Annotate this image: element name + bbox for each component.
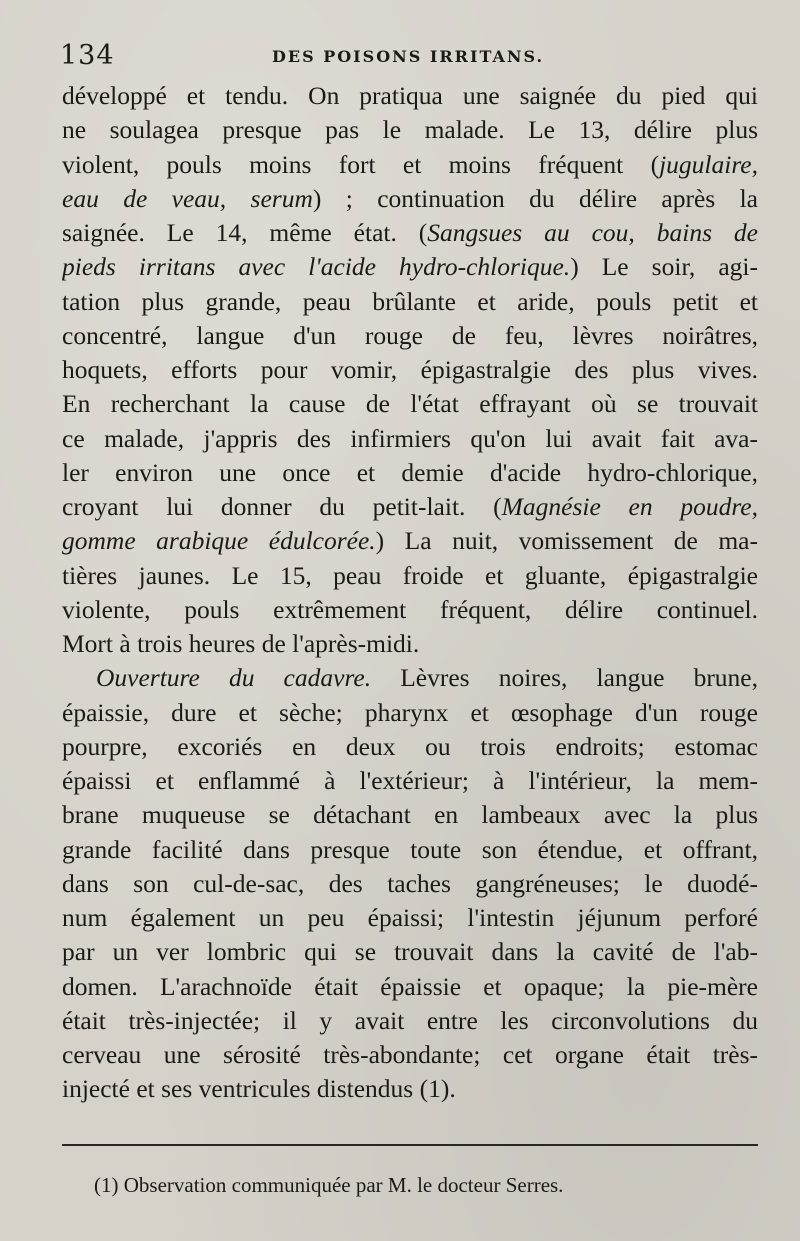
- italic-text-segment: Magnésie en poudre,: [501, 492, 758, 521]
- text-line: [62, 113, 758, 147]
- italic-text-segment: Sangsues au cou, bains de: [427, 218, 758, 247]
- text-line: [62, 627, 758, 661]
- text-line: [62, 559, 758, 593]
- text-segment: ler environ une once et demie d'acide hydro-chlorique,: [62, 457, 758, 487]
- text-segment: En recherchant la cause de l'état effrayant où se trouvait: [62, 389, 758, 419]
- text-line: [62, 148, 758, 182]
- text-segment: brane muqueuse se détachant en lambeaux avec la plus: [62, 800, 758, 830]
- footnote-rule: [62, 1144, 758, 1146]
- footnote: (1) Observation communiquée par M. le docteur Serres.: [94, 1173, 564, 1197]
- text-segment: tation plus grande, peau brûlante et aride, pouls petit et: [62, 286, 758, 316]
- text-line: [62, 730, 758, 764]
- text-segment: tières jaunes. Le 15, peau froide et gluante, épigastralgie: [62, 560, 758, 590]
- italic-text-segment: jugulaire,: [659, 149, 758, 179]
- page-header: [60, 38, 760, 74]
- text-segment: injecté et ses ventricules distendus (1).: [62, 1074, 456, 1104]
- italic-text-segment: eau de veau, serum: [62, 183, 313, 213]
- text-line: [62, 1004, 758, 1038]
- text-line: [62, 593, 758, 627]
- text-line: [62, 833, 758, 867]
- text-segment: ) ; continuation du délire après la: [312, 183, 758, 213]
- text-line: [62, 79, 758, 113]
- italic-text-segment: Ouverture du cadavre.: [96, 663, 372, 693]
- text-line: [62, 935, 758, 969]
- body-text: [62, 79, 758, 1107]
- italic-text-segment: gomme arabique édulcorée.: [62, 526, 376, 556]
- text-segment: Lèvres noires, langue brune,: [371, 663, 758, 693]
- text-segment: concentré, langue d'un rouge de feu, lèvres noirâtres,: [62, 320, 758, 350]
- text-line: [62, 1072, 758, 1106]
- text-segment: épaissie, dure et sèche; pharynx et œsophage d'un rouge: [62, 697, 758, 727]
- text-line: [62, 319, 758, 353]
- text-segment: cerveau une sérosité très-abondante; cet organe était très-: [62, 1040, 758, 1069]
- text-line: [62, 422, 758, 456]
- text-segment: hoquets, efforts pour vomir, épigastralgie des plus vives.: [62, 355, 758, 384]
- text-line: [62, 456, 758, 490]
- text-line: [62, 901, 758, 935]
- text-segment: épaissi et enflammé à l'extérieur; à l'intérieur, la mem-: [62, 766, 758, 795]
- text-segment: développé et tendu. On pratiqua une saignée du pied qui: [62, 81, 758, 110]
- text-segment: violente, pouls extrêmement fréquent, délire continuel.: [62, 594, 758, 624]
- text-line: [62, 353, 758, 387]
- text-line: [62, 1038, 758, 1072]
- page-number: 134: [60, 40, 115, 71]
- text-segment: dans son cul-de-sac, des taches gangréneuses; le duodé-: [62, 868, 758, 898]
- text-line: [62, 798, 758, 832]
- text-segment: ) La nuit, vomissement de ma-: [375, 526, 758, 556]
- text-segment: pourpre, excoriés en deux ou trois endroits; estomac: [62, 731, 758, 761]
- text-segment: par un ver lombric qui se trouvait dans la cavité de l'ab-: [62, 937, 758, 967]
- text-segment: ce malade, j'appris des infirmiers qu'on lui avait fait ava-: [62, 423, 758, 453]
- text-line: [62, 490, 758, 524]
- text-segment: saignée. Le 14, même état. (: [62, 218, 428, 247]
- text-segment: violent, pouls moins fort et moins fréquent (: [62, 149, 660, 179]
- text-segment: était très-injectée; il y avait entre les circonvolutions du: [62, 1005, 758, 1035]
- text-line: [62, 661, 758, 695]
- text-line: [62, 216, 758, 250]
- text-segment: num également un peu épaissi; l'intestin jéjunum perforé: [62, 903, 758, 932]
- italic-text-segment: pieds irritans avec l'acide hydro-chlorique.: [62, 252, 571, 282]
- text-segment: ) Le soir, agi-: [570, 252, 758, 282]
- text-line: [62, 182, 758, 216]
- text-segment: domen. L'arachnoïde était épaissie et opaque; la pie-mère: [62, 971, 758, 1001]
- text-line: [62, 387, 758, 421]
- text-line: [62, 970, 758, 1004]
- text-segment: Mort à trois heures de l'après-midi.: [62, 629, 420, 658]
- text-line: [62, 285, 758, 319]
- text-segment: croyant lui donner du petit-lait. (: [62, 492, 502, 521]
- text-segment: ne soulagea presque pas le malade. Le 13, délire plus: [62, 115, 758, 145]
- text-line: [62, 764, 758, 798]
- text-segment: grande facilité dans presque toute son étendue, et offrant,: [62, 834, 758, 864]
- text-line: [62, 524, 758, 558]
- text-line: [62, 867, 758, 901]
- text-line: [62, 696, 758, 730]
- running-head: DES POISONS IRRITANS.: [272, 47, 545, 66]
- text-line: [62, 250, 758, 284]
